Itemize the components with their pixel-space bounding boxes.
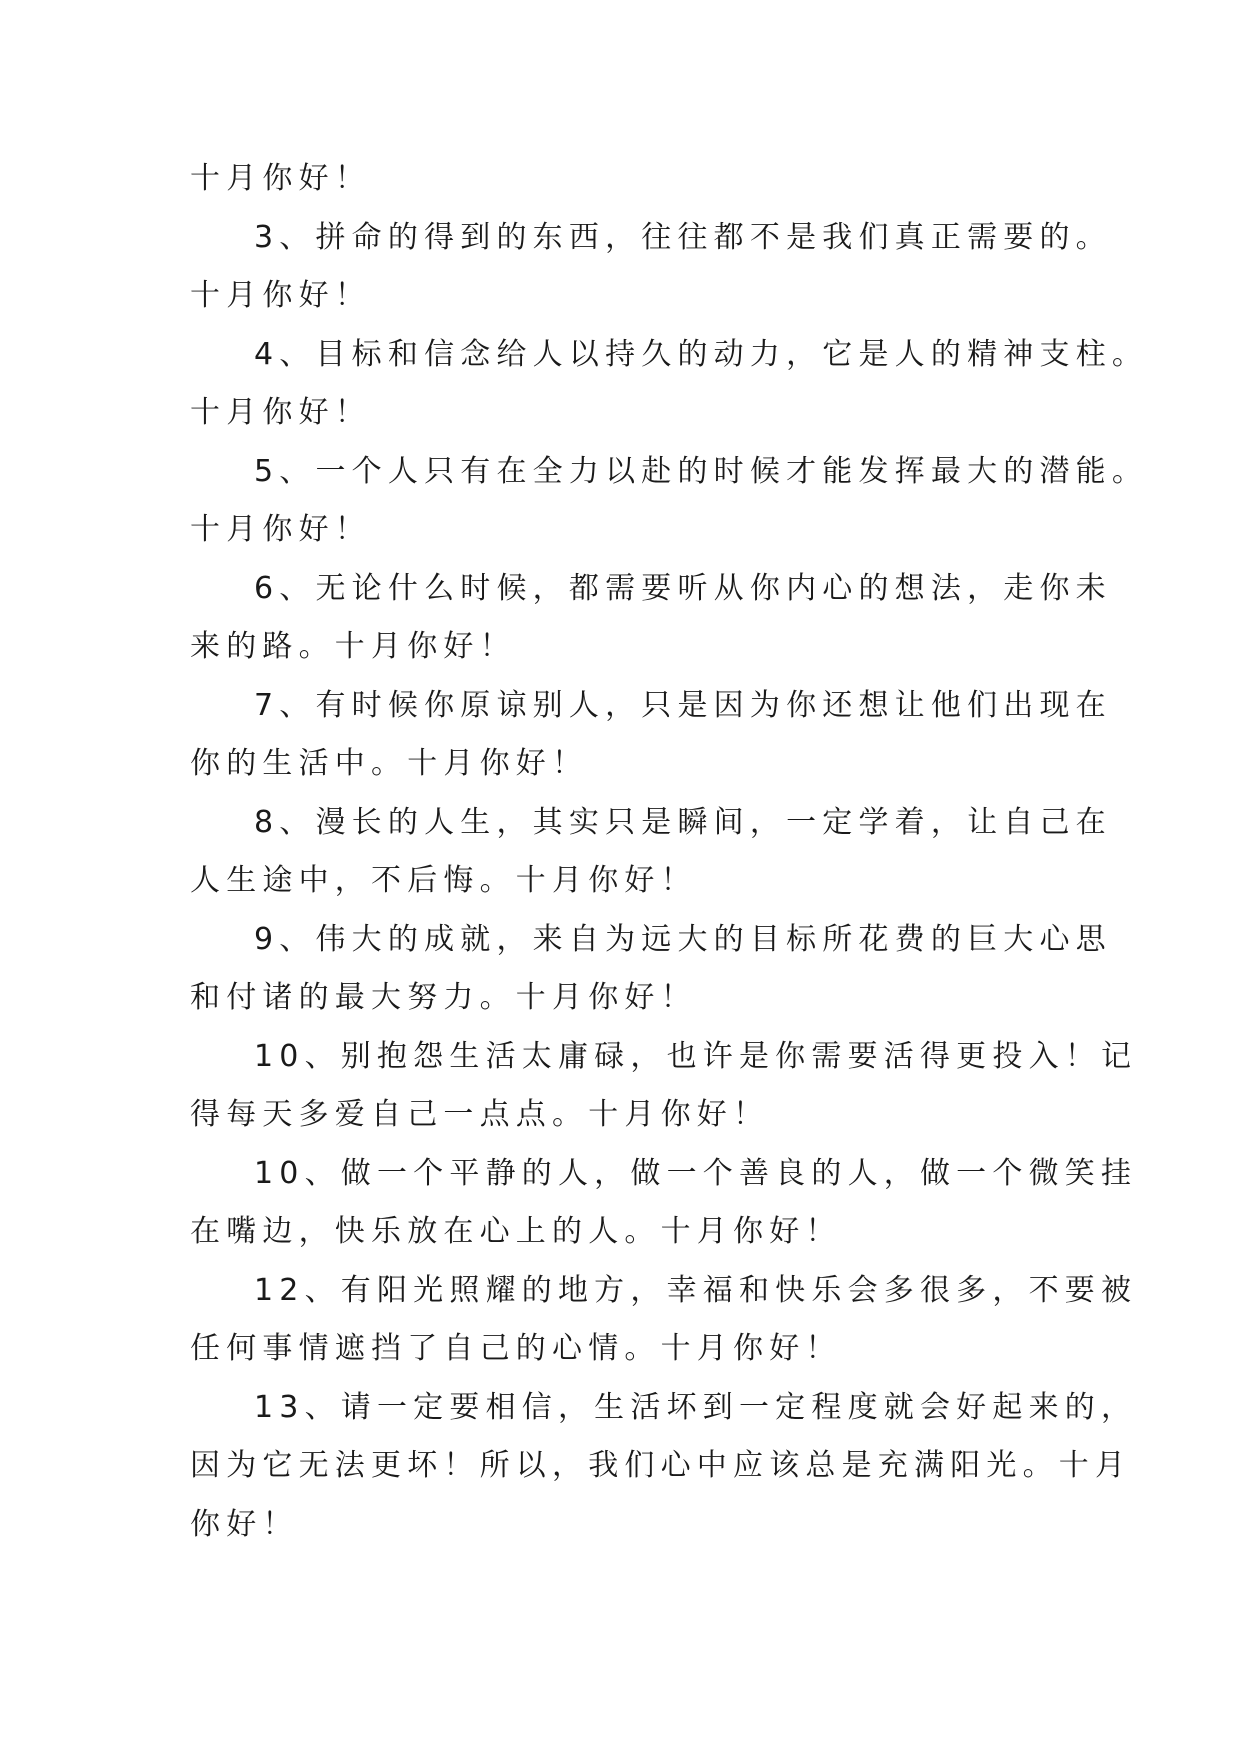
text-line: 十月你好！ [190,512,371,547]
text-line: 十月你好！ [190,161,371,196]
text-line-item-12: 12、有阳光照耀的地方，幸福和快乐会多很多，不要被 [254,1272,1138,1308]
text-line-item-9: 9、伟大的成就，来自为远大的目标所花费的巨大心思 [254,921,1112,957]
text-line: 人生途中，不后悔。十月你好！ [190,863,697,898]
text-line: 你的生活中。十月你好！ [190,746,589,781]
text-line: 任何事情遮挡了自己的心情。十月你好！ [190,1331,842,1366]
text-line: 和付诸的最大努力。十月你好！ [190,980,697,1015]
text-line-item-10: 10、别抱怨生活太庸碌，也许是你需要活得更投入！记 [254,1038,1138,1074]
text-line: 来的路。十月你好！ [190,629,516,664]
text-line: 十月你好！ [190,395,371,430]
text-line-item-13: 13、请一定要相信，生活坏到一定程度就会好起来的， [254,1389,1138,1425]
text-line-item-3: 3、拼命的得到的东西，往往都不是我们真正需要的。 [254,219,1112,255]
text-line-item-5: 5、一个人只有在全力以赴的时候才能发挥最大的潜能。 [254,453,1149,489]
text-line-item-4: 4、目标和信念给人以持久的动力，它是人的精神支柱。 [254,336,1149,372]
text-line: 你好！ [190,1506,299,1542]
document-body [190,150,1149,1554]
text-line-item-6: 6、无论什么时候，都需要听从你内心的想法，走你未 [254,570,1112,606]
text-line: 因为它无法更坏！所以，我们心中应该总是充满阳光。十月 [190,1448,1132,1483]
text-line: 得每天多爱自己一点点。十月你好！ [190,1097,770,1132]
text-line: 在嘴边，快乐放在心上的人。十月你好！ [190,1214,842,1249]
text-line-item-7: 7、有时候你原谅别人，只是因为你还想让他们出现在 [254,687,1112,723]
text-line: 十月你好！ [190,278,371,313]
text-line-item-10b: 10、做一个平静的人，做一个善良的人，做一个微笑挂 [254,1155,1138,1191]
text-line-item-8: 8、漫长的人生，其实只是瞬间，一定学着，让自己在 [254,804,1112,840]
